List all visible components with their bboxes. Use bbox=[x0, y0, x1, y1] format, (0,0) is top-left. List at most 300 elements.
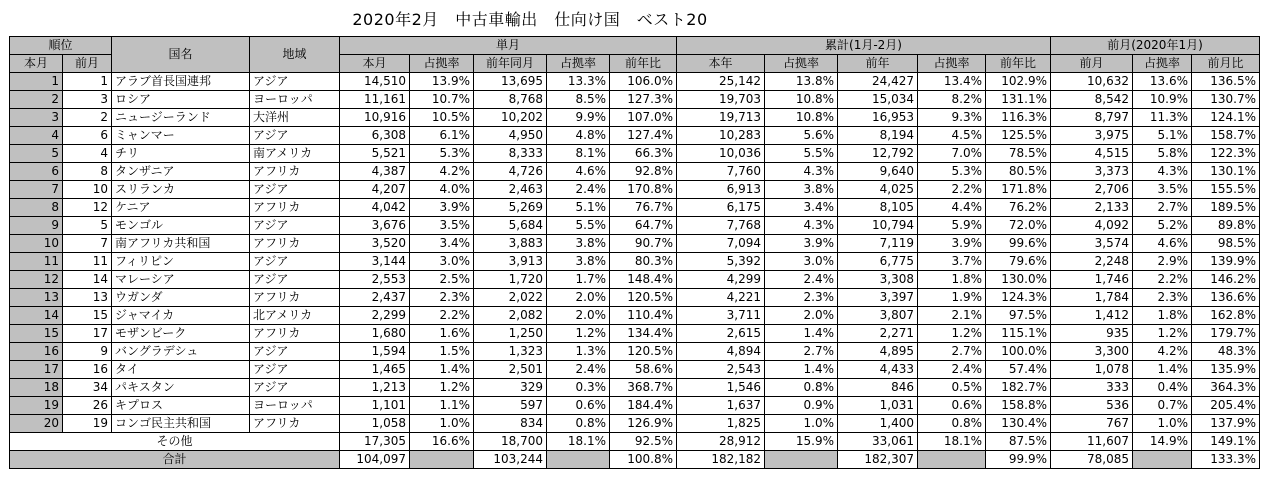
other-sm-current: 17,305 bbox=[340, 433, 410, 451]
cell-rank-prev: 17 bbox=[63, 325, 112, 343]
cell-country: ジャマイカ bbox=[112, 307, 250, 325]
cell-cu-yoy: 100.0% bbox=[986, 343, 1051, 361]
cell-rank-prev: 1 bbox=[63, 73, 112, 91]
table-row bbox=[10, 217, 1260, 235]
cell-rank-current: 3 bbox=[10, 109, 63, 127]
cell-pm-prev: 1,746 bbox=[1051, 271, 1133, 289]
cell-sm-yoy: 120.5% bbox=[610, 343, 677, 361]
cell-region: アフリカ bbox=[250, 325, 340, 343]
total-sm-current: 104,097 bbox=[340, 451, 410, 469]
cell-cu-share: 10.8% bbox=[765, 109, 838, 127]
cell-region: 南アメリカ bbox=[250, 145, 340, 163]
cell-pm-share: 11.3% bbox=[1133, 109, 1192, 127]
cell-cu-prev-share: 5.9% bbox=[918, 217, 986, 235]
other-sm-yoy: 92.5% bbox=[610, 433, 677, 451]
cell-sm-prev-year: 597 bbox=[474, 397, 547, 415]
cell-region: アフリカ bbox=[250, 289, 340, 307]
table-body bbox=[10, 73, 1260, 433]
cell-sm-share: 1.1% bbox=[410, 397, 474, 415]
cell-rank-prev: 7 bbox=[63, 235, 112, 253]
total-sm-share bbox=[410, 451, 474, 469]
cell-pm-ratio: 139.9% bbox=[1192, 253, 1260, 271]
cell-sm-current: 1,465 bbox=[340, 361, 410, 379]
cell-cu-prev-share: 0.5% bbox=[918, 379, 986, 397]
total-cu-prev-year: 182,307 bbox=[838, 451, 918, 469]
cell-cu-prev-year: 4,433 bbox=[838, 361, 918, 379]
cell-pm-ratio: 124.1% bbox=[1192, 109, 1260, 127]
cell-sm-yoy: 64.7% bbox=[610, 217, 677, 235]
cell-country: ニュージーランド bbox=[112, 109, 250, 127]
rank-prev-header: 前月 bbox=[63, 55, 112, 73]
other-cu-this-year: 28,912 bbox=[677, 433, 765, 451]
cell-pm-prev: 10,632 bbox=[1051, 73, 1133, 91]
cell-sm-prev-year-share: 1.2% bbox=[547, 325, 610, 343]
cell-sm-share: 10.5% bbox=[410, 109, 474, 127]
cell-cu-yoy: 80.5% bbox=[986, 163, 1051, 181]
cell-sm-prev-year-share: 1.3% bbox=[547, 343, 610, 361]
cell-rank-current: 1 bbox=[10, 73, 63, 91]
cell-sm-yoy: 106.0% bbox=[610, 73, 677, 91]
cell-country: モンゴル bbox=[112, 217, 250, 235]
cell-cu-share: 0.8% bbox=[765, 379, 838, 397]
cell-cu-share: 2.0% bbox=[765, 307, 838, 325]
region-header: 地域 bbox=[250, 37, 340, 73]
cell-rank-current: 17 bbox=[10, 361, 63, 379]
cell-sm-prev-year: 329 bbox=[474, 379, 547, 397]
cell-rank-prev: 9 bbox=[63, 343, 112, 361]
cell-pm-share: 3.5% bbox=[1133, 181, 1192, 199]
cell-region: アフリカ bbox=[250, 163, 340, 181]
cell-sm-prev-year: 4,726 bbox=[474, 163, 547, 181]
other-pm-prev: 11,607 bbox=[1051, 433, 1133, 451]
pm-share-header: 占拠率 bbox=[1133, 55, 1192, 73]
cell-sm-current: 1,213 bbox=[340, 379, 410, 397]
table-row bbox=[10, 181, 1260, 199]
cell-cu-yoy: 116.3% bbox=[986, 109, 1051, 127]
cell-sm-prev-year: 3,913 bbox=[474, 253, 547, 271]
cell-cu-yoy: 171.8% bbox=[986, 181, 1051, 199]
cell-sm-prev-year: 2,463 bbox=[474, 181, 547, 199]
cell-sm-share: 13.9% bbox=[410, 73, 474, 91]
cell-cu-prev-year: 12,792 bbox=[838, 145, 918, 163]
sm-prev-year-share-header: 占拠率 bbox=[547, 55, 610, 73]
cell-sm-yoy: 80.3% bbox=[610, 253, 677, 271]
cell-cu-prev-year: 6,775 bbox=[838, 253, 918, 271]
cell-pm-share: 5.8% bbox=[1133, 145, 1192, 163]
table-row bbox=[10, 289, 1260, 307]
cell-sm-current: 10,916 bbox=[340, 109, 410, 127]
cell-sm-prev-year: 8,768 bbox=[474, 91, 547, 109]
cell-sm-prev-year-share: 5.5% bbox=[547, 217, 610, 235]
cell-cu-prev-year: 15,034 bbox=[838, 91, 918, 109]
other-cu-prev-year: 33,061 bbox=[838, 433, 918, 451]
cell-cu-this-year: 19,713 bbox=[677, 109, 765, 127]
cell-pm-prev: 536 bbox=[1051, 397, 1133, 415]
cell-sm-share: 2.3% bbox=[410, 289, 474, 307]
cell-sm-prev-year-share: 4.8% bbox=[547, 127, 610, 145]
total-sm-prev-year: 103,244 bbox=[474, 451, 547, 469]
cell-pm-prev: 3,300 bbox=[1051, 343, 1133, 361]
cell-pm-ratio: 135.9% bbox=[1192, 361, 1260, 379]
cu-prev-year-header: 前年 bbox=[838, 55, 918, 73]
cell-country: モザンビーク bbox=[112, 325, 250, 343]
cell-country: タイ bbox=[112, 361, 250, 379]
cell-sm-current: 3,520 bbox=[340, 235, 410, 253]
cell-sm-prev-year-share: 0.6% bbox=[547, 397, 610, 415]
cell-cu-prev-year: 9,640 bbox=[838, 163, 918, 181]
total-pm-share bbox=[1133, 451, 1192, 469]
table-row bbox=[10, 271, 1260, 289]
total-pm-prev: 78,085 bbox=[1051, 451, 1133, 469]
cell-rank-prev: 3 bbox=[63, 91, 112, 109]
cell-rank-prev: 13 bbox=[63, 289, 112, 307]
cell-cu-yoy: 79.6% bbox=[986, 253, 1051, 271]
table-row bbox=[10, 73, 1260, 91]
cell-sm-prev-year-share: 13.3% bbox=[547, 73, 610, 91]
cell-rank-current: 4 bbox=[10, 127, 63, 145]
cell-sm-share: 1.4% bbox=[410, 361, 474, 379]
cell-cu-prev-share: 3.7% bbox=[918, 253, 986, 271]
cell-rank-current: 7 bbox=[10, 181, 63, 199]
cell-rank-prev: 2 bbox=[63, 109, 112, 127]
cell-rank-prev: 34 bbox=[63, 379, 112, 397]
cell-pm-share: 5.2% bbox=[1133, 217, 1192, 235]
cell-country: フィリピン bbox=[112, 253, 250, 271]
total-pm-ratio: 133.3% bbox=[1192, 451, 1260, 469]
cell-cu-prev-share: 13.4% bbox=[918, 73, 986, 91]
cell-rank-prev: 15 bbox=[63, 307, 112, 325]
cell-region: アジア bbox=[250, 253, 340, 271]
cell-cu-prev-year: 24,427 bbox=[838, 73, 918, 91]
cell-sm-prev-year: 2,501 bbox=[474, 361, 547, 379]
cell-country: マレーシア bbox=[112, 271, 250, 289]
cell-sm-share: 1.2% bbox=[410, 379, 474, 397]
cell-sm-prev-year: 4,950 bbox=[474, 127, 547, 145]
cell-sm-prev-year: 2,082 bbox=[474, 307, 547, 325]
cell-region: アジア bbox=[250, 271, 340, 289]
table-row bbox=[10, 127, 1260, 145]
cell-cu-prev-share: 2.7% bbox=[918, 343, 986, 361]
cell-sm-yoy: 134.4% bbox=[610, 325, 677, 343]
cell-pm-share: 5.1% bbox=[1133, 127, 1192, 145]
cell-sm-current: 11,161 bbox=[340, 91, 410, 109]
cell-sm-share: 2.2% bbox=[410, 307, 474, 325]
cell-sm-prev-year-share: 0.3% bbox=[547, 379, 610, 397]
cell-cu-prev-year: 7,119 bbox=[838, 235, 918, 253]
cell-cu-this-year: 7,094 bbox=[677, 235, 765, 253]
other-sm-prev-year: 18,700 bbox=[474, 433, 547, 451]
cell-sm-prev-year-share: 2.4% bbox=[547, 181, 610, 199]
cell-pm-prev: 8,542 bbox=[1051, 91, 1133, 109]
cell-cu-yoy: 102.9% bbox=[986, 73, 1051, 91]
cell-pm-ratio: 364.3% bbox=[1192, 379, 1260, 397]
cell-region: アジア bbox=[250, 73, 340, 91]
cell-sm-yoy: 66.3% bbox=[610, 145, 677, 163]
cell-cu-yoy: 158.8% bbox=[986, 397, 1051, 415]
cell-cu-share: 3.8% bbox=[765, 181, 838, 199]
cell-sm-current: 1,680 bbox=[340, 325, 410, 343]
cell-cu-share: 3.9% bbox=[765, 235, 838, 253]
cell-sm-yoy: 76.7% bbox=[610, 199, 677, 217]
table-row bbox=[10, 145, 1260, 163]
cell-cu-prev-year: 8,194 bbox=[838, 127, 918, 145]
cell-sm-current: 3,144 bbox=[340, 253, 410, 271]
cu-this-year-header: 本年 bbox=[677, 55, 765, 73]
cell-region: 大洋州 bbox=[250, 109, 340, 127]
cell-sm-current: 1,594 bbox=[340, 343, 410, 361]
table-row bbox=[10, 379, 1260, 397]
table-row bbox=[10, 361, 1260, 379]
cell-pm-share: 10.9% bbox=[1133, 91, 1192, 109]
cell-rank-prev: 6 bbox=[63, 127, 112, 145]
cell-cu-this-year: 6,175 bbox=[677, 199, 765, 217]
cell-pm-prev: 2,248 bbox=[1051, 253, 1133, 271]
cell-pm-share: 4.3% bbox=[1133, 163, 1192, 181]
cell-region: アフリカ bbox=[250, 199, 340, 217]
cell-pm-ratio: 136.6% bbox=[1192, 289, 1260, 307]
cell-cu-share: 2.3% bbox=[765, 289, 838, 307]
cell-sm-yoy: 110.4% bbox=[610, 307, 677, 325]
cell-cu-this-year: 10,283 bbox=[677, 127, 765, 145]
cell-cu-this-year: 19,703 bbox=[677, 91, 765, 109]
cell-sm-yoy: 148.4% bbox=[610, 271, 677, 289]
sm-prev-year-header: 前年同月 bbox=[474, 55, 547, 73]
cell-sm-current: 4,387 bbox=[340, 163, 410, 181]
cell-cu-prev-year: 8,105 bbox=[838, 199, 918, 217]
cell-country: ウガンダ bbox=[112, 289, 250, 307]
cell-rank-current: 6 bbox=[10, 163, 63, 181]
cell-cu-yoy: 115.1% bbox=[986, 325, 1051, 343]
other-row bbox=[10, 433, 1260, 451]
cell-cu-this-year: 10,036 bbox=[677, 145, 765, 163]
cell-sm-yoy: 170.8% bbox=[610, 181, 677, 199]
cell-cu-this-year: 7,760 bbox=[677, 163, 765, 181]
cell-country: キプロス bbox=[112, 397, 250, 415]
cell-country: ミャンマー bbox=[112, 127, 250, 145]
table-row bbox=[10, 163, 1260, 181]
cell-cu-prev-share: 2.2% bbox=[918, 181, 986, 199]
cell-sm-prev-year: 1,250 bbox=[474, 325, 547, 343]
cell-rank-prev: 12 bbox=[63, 199, 112, 217]
cell-cu-prev-share: 0.8% bbox=[918, 415, 986, 433]
cell-sm-share: 3.5% bbox=[410, 217, 474, 235]
cell-cu-this-year: 2,543 bbox=[677, 361, 765, 379]
table-row bbox=[10, 343, 1260, 361]
cell-rank-prev: 16 bbox=[63, 361, 112, 379]
cell-cu-yoy: 78.5% bbox=[986, 145, 1051, 163]
pm-prev-header: 前月 bbox=[1051, 55, 1133, 73]
table-row bbox=[10, 307, 1260, 325]
cell-cu-share: 2.7% bbox=[765, 343, 838, 361]
cell-sm-current: 2,553 bbox=[340, 271, 410, 289]
cell-sm-share: 1.5% bbox=[410, 343, 474, 361]
cell-cu-yoy: 99.6% bbox=[986, 235, 1051, 253]
cell-region: アジア bbox=[250, 127, 340, 145]
cell-rank-current: 9 bbox=[10, 217, 63, 235]
cell-rank-current: 10 bbox=[10, 235, 63, 253]
table-row bbox=[10, 397, 1260, 415]
cell-pm-share: 2.7% bbox=[1133, 199, 1192, 217]
total-label: 合計 bbox=[10, 451, 340, 469]
cell-pm-ratio: 155.5% bbox=[1192, 181, 1260, 199]
cell-cu-prev-year: 1,031 bbox=[838, 397, 918, 415]
cell-cu-prev-year: 4,025 bbox=[838, 181, 918, 199]
prev-month-group-header: 前月(2020年1月) bbox=[1051, 37, 1260, 55]
cell-cu-this-year: 4,221 bbox=[677, 289, 765, 307]
cell-cu-prev-share: 2.4% bbox=[918, 361, 986, 379]
cell-cu-share: 0.9% bbox=[765, 397, 838, 415]
cell-country: スリランカ bbox=[112, 181, 250, 199]
cell-pm-prev: 4,515 bbox=[1051, 145, 1133, 163]
cell-sm-share: 5.3% bbox=[410, 145, 474, 163]
cell-rank-prev: 4 bbox=[63, 145, 112, 163]
cell-rank-prev: 14 bbox=[63, 271, 112, 289]
other-label: その他 bbox=[10, 433, 340, 451]
cell-sm-yoy: 127.3% bbox=[610, 91, 677, 109]
cell-rank-prev: 26 bbox=[63, 397, 112, 415]
table-row bbox=[10, 199, 1260, 217]
cell-cu-yoy: 130.4% bbox=[986, 415, 1051, 433]
cell-cu-share: 10.8% bbox=[765, 91, 838, 109]
pm-ratio-header: 前月比 bbox=[1192, 55, 1260, 73]
cell-rank-current: 8 bbox=[10, 199, 63, 217]
cell-sm-prev-year: 13,695 bbox=[474, 73, 547, 91]
cell-pm-share: 1.2% bbox=[1133, 325, 1192, 343]
cell-region: アフリカ bbox=[250, 235, 340, 253]
cell-rank-prev: 19 bbox=[63, 415, 112, 433]
cell-pm-ratio: 130.1% bbox=[1192, 163, 1260, 181]
cell-cu-yoy: 97.5% bbox=[986, 307, 1051, 325]
cell-sm-yoy: 107.0% bbox=[610, 109, 677, 127]
cell-cu-prev-share: 1.8% bbox=[918, 271, 986, 289]
cell-cu-prev-year: 16,953 bbox=[838, 109, 918, 127]
cell-sm-yoy: 92.8% bbox=[610, 163, 677, 181]
cell-rank-current: 5 bbox=[10, 145, 63, 163]
cell-cu-yoy: 72.0% bbox=[986, 217, 1051, 235]
cell-cu-this-year: 1,825 bbox=[677, 415, 765, 433]
cell-sm-prev-year: 2,022 bbox=[474, 289, 547, 307]
cell-sm-prev-year: 10,202 bbox=[474, 109, 547, 127]
cell-pm-prev: 1,412 bbox=[1051, 307, 1133, 325]
other-sm-prev-year-share: 18.1% bbox=[547, 433, 610, 451]
cell-cu-share: 3.0% bbox=[765, 253, 838, 271]
cell-sm-prev-year: 3,883 bbox=[474, 235, 547, 253]
cell-cu-this-year: 4,299 bbox=[677, 271, 765, 289]
cell-pm-prev: 767 bbox=[1051, 415, 1133, 433]
cell-pm-ratio: 48.3% bbox=[1192, 343, 1260, 361]
cell-sm-prev-year: 834 bbox=[474, 415, 547, 433]
cell-sm-share: 1.0% bbox=[410, 415, 474, 433]
cell-cu-prev-share: 7.0% bbox=[918, 145, 986, 163]
cell-region: ヨーロッパ bbox=[250, 397, 340, 415]
cell-country: パキスタン bbox=[112, 379, 250, 397]
cell-country: チリ bbox=[112, 145, 250, 163]
cell-pm-share: 4.2% bbox=[1133, 343, 1192, 361]
cell-country: タンザニア bbox=[112, 163, 250, 181]
cell-rank-current: 15 bbox=[10, 325, 63, 343]
cell-pm-ratio: 89.8% bbox=[1192, 217, 1260, 235]
cell-cu-this-year: 4,894 bbox=[677, 343, 765, 361]
cell-sm-yoy: 127.4% bbox=[610, 127, 677, 145]
cell-cu-prev-year: 3,308 bbox=[838, 271, 918, 289]
single-month-header: 単月 bbox=[340, 37, 677, 55]
cell-sm-prev-year-share: 3.8% bbox=[547, 235, 610, 253]
cell-rank-current: 14 bbox=[10, 307, 63, 325]
export-ranking-table bbox=[9, 36, 1260, 469]
cell-sm-prev-year-share: 1.7% bbox=[547, 271, 610, 289]
cell-cu-share: 5.6% bbox=[765, 127, 838, 145]
cell-pm-share: 1.0% bbox=[1133, 415, 1192, 433]
cell-cu-yoy: 125.5% bbox=[986, 127, 1051, 145]
page-title: 2020年2月 中古車輸出 仕向け国 ベスト20 bbox=[352, 10, 708, 29]
cell-country: ケニア bbox=[112, 199, 250, 217]
cell-sm-yoy: 368.7% bbox=[610, 379, 677, 397]
cell-pm-ratio: 205.4% bbox=[1192, 397, 1260, 415]
cell-rank-current: 20 bbox=[10, 415, 63, 433]
cell-sm-prev-year: 1,323 bbox=[474, 343, 547, 361]
cell-sm-current: 4,042 bbox=[340, 199, 410, 217]
cu-share-header: 占拠率 bbox=[765, 55, 838, 73]
cell-sm-prev-year-share: 8.5% bbox=[547, 91, 610, 109]
cell-pm-share: 4.6% bbox=[1133, 235, 1192, 253]
cell-cu-this-year: 7,768 bbox=[677, 217, 765, 235]
cell-rank-prev: 5 bbox=[63, 217, 112, 235]
cell-cu-yoy: 57.4% bbox=[986, 361, 1051, 379]
cell-cu-yoy: 76.2% bbox=[986, 199, 1051, 217]
total-cu-share bbox=[765, 451, 838, 469]
cell-sm-prev-year-share: 4.6% bbox=[547, 163, 610, 181]
other-cu-prev-share: 18.1% bbox=[918, 433, 986, 451]
cell-country: ロシア bbox=[112, 91, 250, 109]
total-sm-prev-year-share bbox=[547, 451, 610, 469]
table-row bbox=[10, 325, 1260, 343]
cell-rank-current: 12 bbox=[10, 271, 63, 289]
cell-cu-yoy: 182.7% bbox=[986, 379, 1051, 397]
cell-region: アジア bbox=[250, 181, 340, 199]
cell-cu-prev-share: 2.1% bbox=[918, 307, 986, 325]
cell-pm-ratio: 137.9% bbox=[1192, 415, 1260, 433]
cell-pm-prev: 4,092 bbox=[1051, 217, 1133, 235]
cell-pm-prev: 1,784 bbox=[1051, 289, 1133, 307]
total-cu-yoy: 99.9% bbox=[986, 451, 1051, 469]
cell-sm-yoy: 184.4% bbox=[610, 397, 677, 415]
cell-region: アジア bbox=[250, 217, 340, 235]
cell-pm-share: 1.4% bbox=[1133, 361, 1192, 379]
cell-region: ヨーロッパ bbox=[250, 91, 340, 109]
cell-rank-prev: 8 bbox=[63, 163, 112, 181]
cell-sm-current: 3,676 bbox=[340, 217, 410, 235]
cell-rank-current: 18 bbox=[10, 379, 63, 397]
cell-cu-prev-share: 1.9% bbox=[918, 289, 986, 307]
cell-rank-current: 13 bbox=[10, 289, 63, 307]
cell-pm-share: 0.7% bbox=[1133, 397, 1192, 415]
cell-cu-prev-year: 846 bbox=[838, 379, 918, 397]
cell-cu-prev-share: 8.2% bbox=[918, 91, 986, 109]
cell-sm-prev-year: 5,684 bbox=[474, 217, 547, 235]
cell-sm-prev-year-share: 2.0% bbox=[547, 289, 610, 307]
cell-sm-current: 14,510 bbox=[340, 73, 410, 91]
cell-rank-current: 16 bbox=[10, 343, 63, 361]
other-cu-share: 15.9% bbox=[765, 433, 838, 451]
cell-cu-prev-share: 0.6% bbox=[918, 397, 986, 415]
cell-country: 南アフリカ共和国 bbox=[112, 235, 250, 253]
rank-header: 順位 bbox=[10, 37, 112, 55]
cell-cu-prev-share: 4.4% bbox=[918, 199, 986, 217]
cell-pm-share: 0.4% bbox=[1133, 379, 1192, 397]
cell-cu-yoy: 124.3% bbox=[986, 289, 1051, 307]
cell-sm-current: 5,521 bbox=[340, 145, 410, 163]
cell-sm-yoy: 58.6% bbox=[610, 361, 677, 379]
